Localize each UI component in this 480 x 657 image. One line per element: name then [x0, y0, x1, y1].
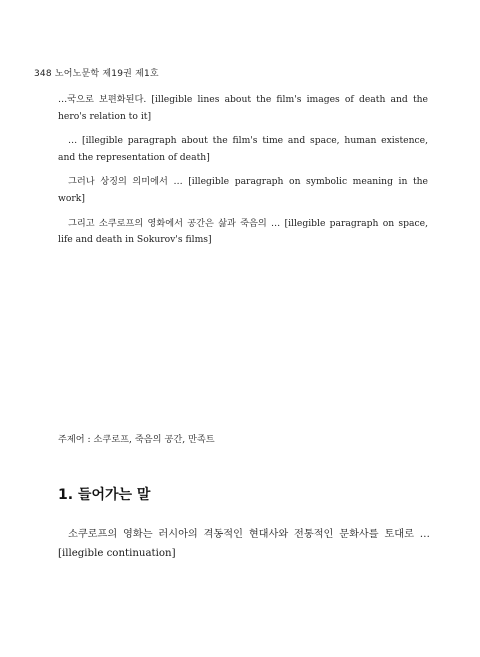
abstract-paragraph-1: …국으로 보편화된다. [illegible lines about the film's images of death and the hero's relation to it]: [58, 94, 428, 122]
section-heading: 1. 들어가는 말: [58, 487, 151, 503]
abstract: [58, 92, 428, 257]
body-paragraph: 소쿠로프의 영화는 러시아의 격동적인 현대사와 전통적인 문화사를 토대로 … [illegible continuation]: [58, 529, 430, 559]
keywords: 주제어 : 소쿠로프, 죽음의 공간, 만족트: [58, 434, 215, 445]
running-header: 348 노어노문학 제19권 제1호: [34, 69, 159, 79]
abstract-paragraph-3: 그러나 상징의 의미에서 … [illegible paragraph on symbolic meaning in the work]: [58, 176, 428, 204]
abstract-paragraph-2: … [illegible paragraph about the film's time and space, human existence, and the representation of death]: [58, 135, 428, 163]
body-text: [58, 526, 430, 563]
abstract-paragraph-4: 그리고 소쿠로프의 영화에서 공간은 삶과 죽음의 … [illegible paragraph on space, life and death in Sokurov's films]: [58, 217, 428, 246]
